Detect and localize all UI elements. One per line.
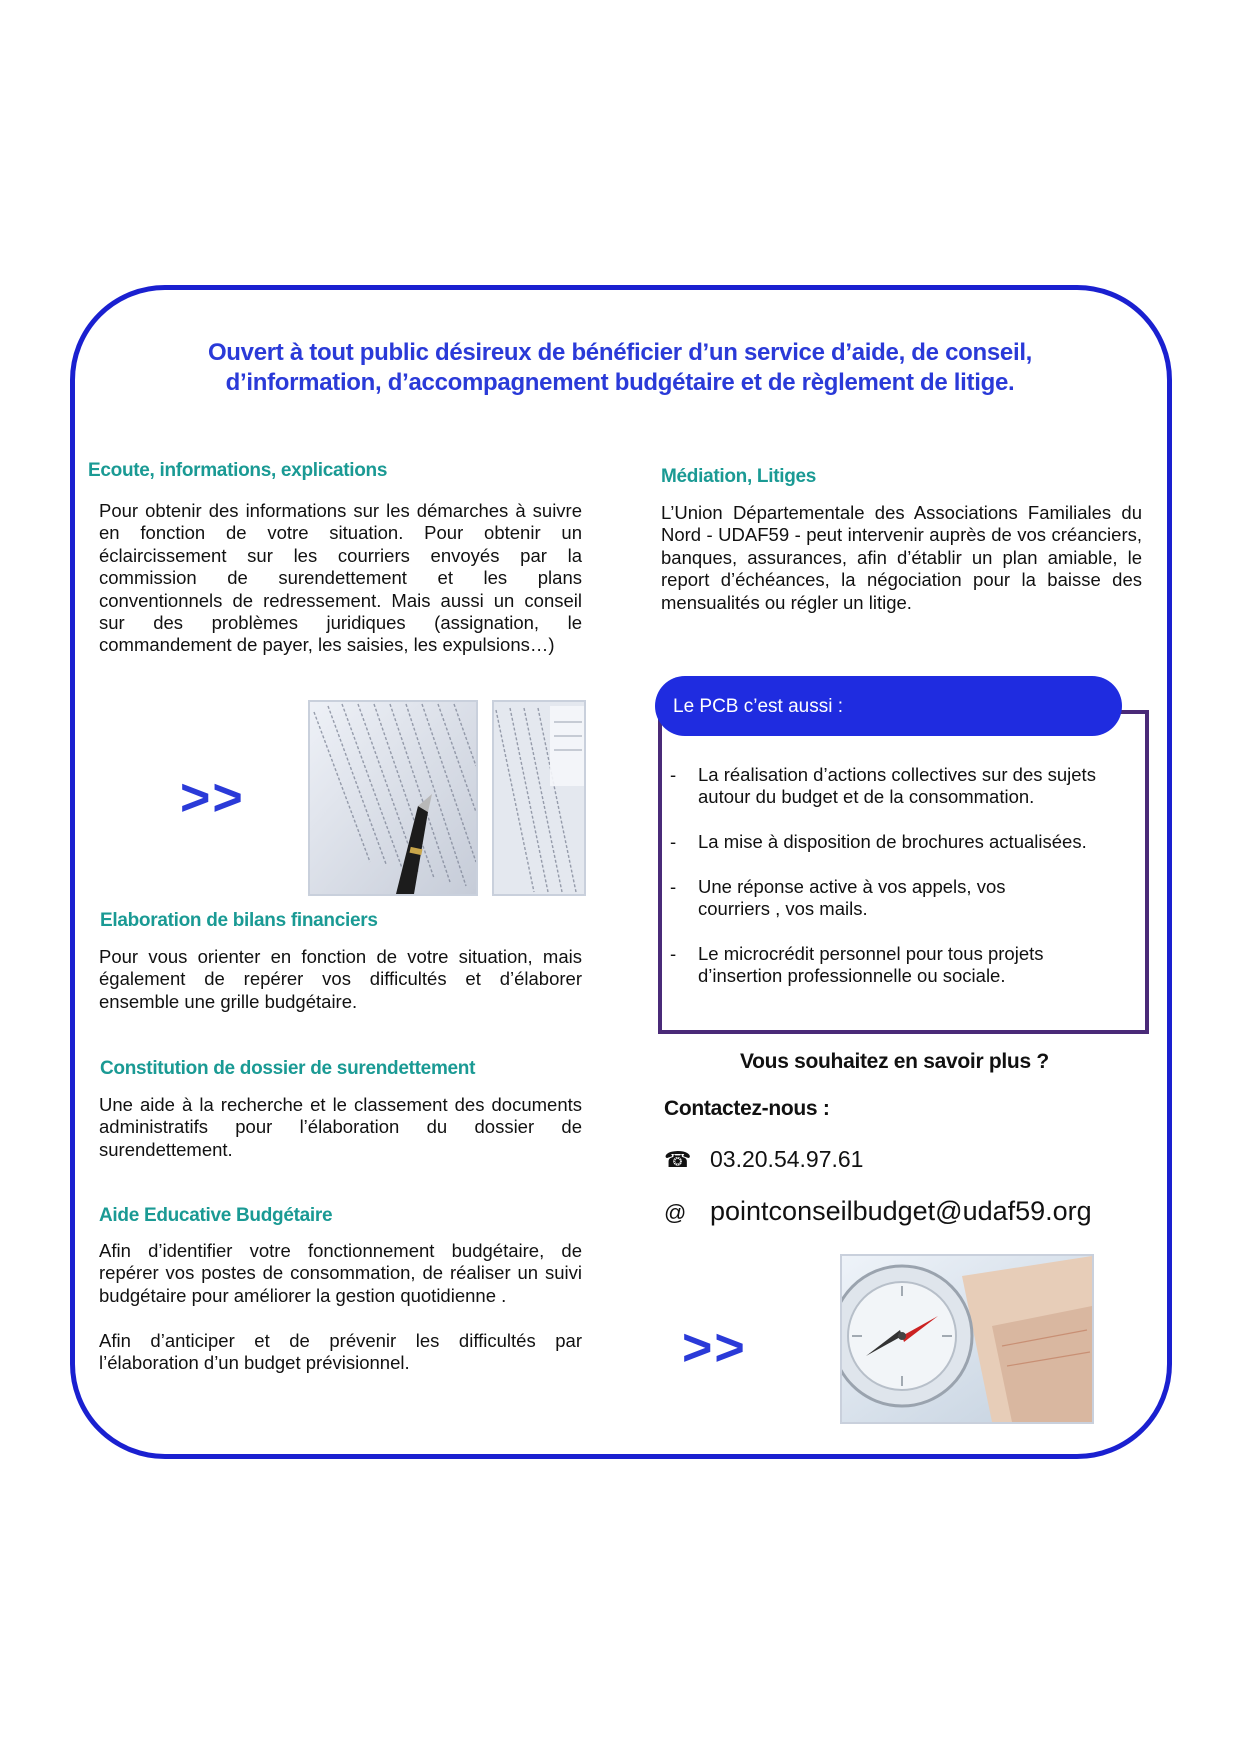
intro-text bbox=[150, 338, 1090, 398]
pcb-item-text: La mise à disposition de brochures actualisées. bbox=[698, 831, 1087, 852]
contact-label: Contactez-nous : bbox=[664, 1097, 830, 1120]
heading-ecoute: Ecoute, informations, explications bbox=[88, 460, 388, 481]
heading-aide-educative: Aide Educative Budgétaire bbox=[99, 1205, 333, 1226]
at-sign-icon: @ bbox=[664, 1200, 687, 1225]
compass-money-illustration bbox=[842, 1256, 1092, 1422]
pcb-title-tab bbox=[655, 676, 1122, 736]
heading-bilans: Elaboration de bilans financiers bbox=[100, 910, 378, 931]
bullet-dash: - bbox=[670, 943, 677, 964]
documents-pen-illustration bbox=[310, 702, 476, 894]
email-row bbox=[664, 1196, 1092, 1227]
para-aide-educative-1: Afin d’identifier votre fonctionnement budgétaire, de repérer vos postes de consommation, de réaliser un suivi budgétaire pour améliorer la gestion quotidienne . bbox=[99, 1240, 582, 1306]
bullet-dash: - bbox=[670, 831, 677, 852]
intro-line-1: Ouvert à tout public désireux de bénéficier d’un service d’aide, de conseil, bbox=[207, 339, 1033, 366]
para-bilans: Pour vous orienter en fonction de votre situation, mais également de repérer vos difficultés et d’élaborer ensemble une grille budgétaire. bbox=[99, 946, 582, 1012]
compass-money-photo bbox=[840, 1254, 1094, 1424]
pcb-item-text: Le microcrédit personnel pour tous projets d’insertion professionnelle ou sociale. bbox=[698, 943, 1044, 987]
para-mediation: L’Union Départementale des Associations Familiales du Nord - UDAF59 - peut intervenir auprès de vos créanciers, banques, assurances, afin d’établir un plan amiable, le report d’échéances, la négociation pour la baisse des mensualités ou régler un litige. bbox=[661, 502, 1142, 613]
documents-pen-photo bbox=[308, 700, 478, 896]
pcb-item bbox=[670, 876, 1140, 921]
para-surendettement: Une aide à la recherche et le classement des documents administratifs pour l’élaboration du dossier de surendettement. bbox=[99, 1094, 582, 1160]
pcb-item-text: La réalisation d’actions collectives sur des sujets autour du budget et de la consommation. bbox=[698, 764, 1096, 808]
pcb-item bbox=[670, 764, 1140, 809]
cta-question: Vous souhaitez en savoir plus ? bbox=[740, 1050, 1049, 1073]
email-address[interactable]: pointconseilbudget@udaf59.org bbox=[710, 1196, 1092, 1226]
phone-row bbox=[664, 1146, 863, 1173]
pcb-title: Le PCB c’est aussi : bbox=[673, 696, 844, 717]
para-aide-educative-2: Afin d’anticiper et de prévenir les difficultés par l’élaboration d’un budget prévisionnel. bbox=[99, 1330, 582, 1374]
pcb-item-text: Une réponse active à vos appels, vos courriers , vos mails. bbox=[698, 876, 1006, 920]
intro-line-2: d’information, d’accompagnement budgétaire et de règlement de litige. bbox=[225, 369, 1015, 396]
chevron-arrows-icon: >> bbox=[682, 1319, 747, 1377]
documents-photo bbox=[492, 700, 586, 896]
bullet-dash: - bbox=[670, 876, 677, 897]
pcb-item bbox=[670, 831, 1140, 853]
chevron-arrows-icon: >> bbox=[180, 769, 245, 827]
pcb-item bbox=[670, 943, 1140, 988]
heading-mediation: Médiation, Litiges bbox=[661, 466, 817, 487]
para-ecoute: Pour obtenir des informations sur les démarches à suivre en fonction de votre situation. Pour obtenir un éclaircissement sur les courriers envoyés par la commission de surendettement et les plans conventionnels de redressement. Mais aussi un conseil sur des problèmes juridiques (assignation, le commandement de payer, les saisies, les expulsions…) bbox=[99, 500, 582, 656]
documents-illustration bbox=[494, 702, 584, 894]
heading-surendettement: Constitution de dossier de surendettement bbox=[100, 1058, 476, 1079]
phone-icon: ☎ bbox=[664, 1147, 692, 1172]
bullet-dash: - bbox=[670, 764, 677, 785]
phone-number[interactable]: 03.20.54.97.61 bbox=[710, 1146, 864, 1172]
